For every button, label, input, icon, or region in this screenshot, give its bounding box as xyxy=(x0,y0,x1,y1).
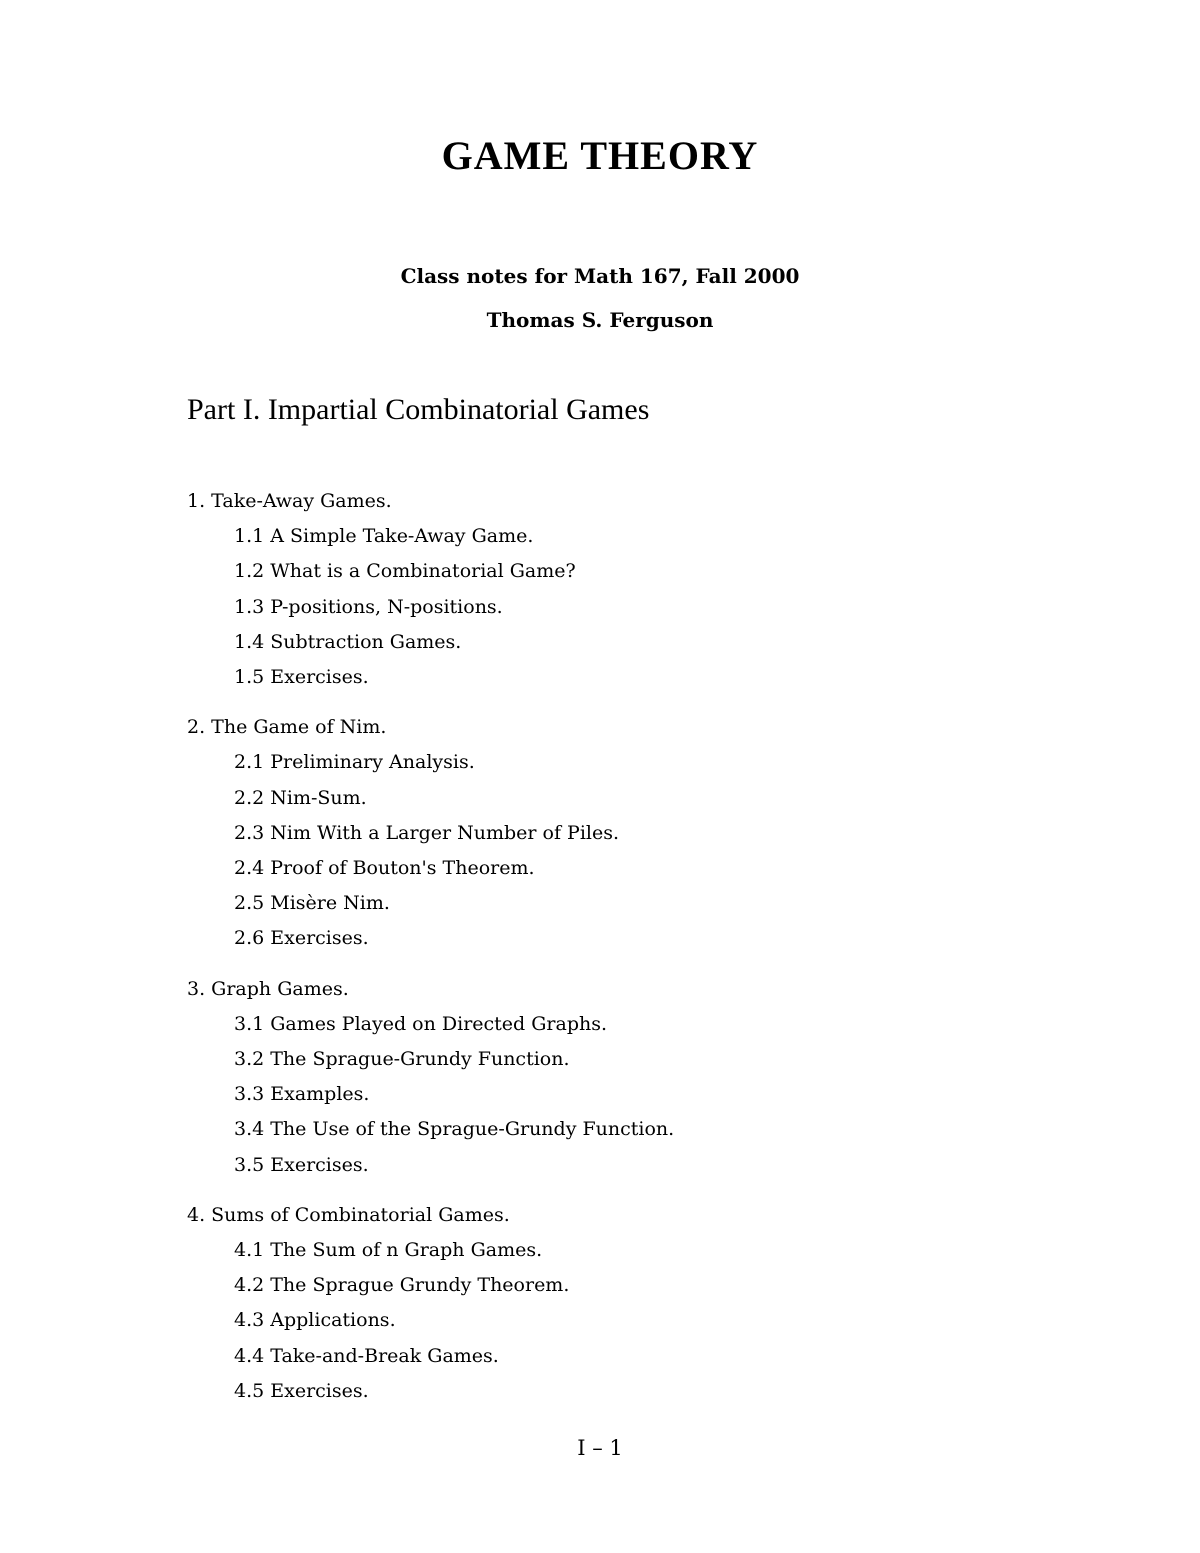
table-of-contents xyxy=(187,484,1087,1424)
toc-section: 4.5 Exercises. xyxy=(234,1379,369,1402)
toc-section: 1.1 A Simple Take-Away Game. xyxy=(234,525,534,548)
document-title: GAME THEORY xyxy=(441,133,759,178)
toc-chapter-title: 4. Sums of Combinatorial Games. xyxy=(187,1203,510,1226)
toc-chapter xyxy=(187,1198,1087,1409)
toc-section: 4.2 The Sprague Grundy Theorem. xyxy=(234,1274,570,1297)
toc-section: 2.6 Exercises. xyxy=(234,927,369,950)
toc-chapter-title: 3. Graph Games. xyxy=(187,977,349,1000)
toc-chapter xyxy=(187,710,1087,956)
toc-section: 2.4 Proof of Bouton's Theorem. xyxy=(234,857,535,880)
toc-section: 3.2 The Sprague-Grundy Function. xyxy=(234,1048,570,1071)
toc-section: 2.2 Nim-Sum. xyxy=(234,786,367,809)
page-number: I – 1 xyxy=(577,1436,623,1460)
toc-section: 4.3 Applications. xyxy=(234,1309,396,1332)
toc-section: 4.1 The Sum of n Graph Games. xyxy=(234,1239,543,1262)
toc-section: 1.2 What is a Combinatorial Game? xyxy=(234,560,576,583)
toc-section: 2.3 Nim With a Larger Number of Piles. xyxy=(234,821,620,844)
toc-section: 4.4 Take-and-Break Games. xyxy=(234,1344,499,1367)
toc-section: 3.1 Games Played on Directed Graphs. xyxy=(234,1012,608,1035)
document-author: Thomas S. Ferguson xyxy=(486,308,714,332)
toc-chapter xyxy=(187,972,1087,1183)
toc-chapter-title: 2. The Game of Nim. xyxy=(187,716,387,739)
part-heading: Part I. Impartial Combinatorial Games xyxy=(187,393,650,426)
toc-section: 3.4 The Use of the Sprague-Grundy Function. xyxy=(234,1118,675,1141)
toc-section: 3.3 Examples. xyxy=(234,1083,370,1106)
toc-chapter-title: 1. Take-Away Games. xyxy=(187,490,392,512)
toc-section: 2.1 Preliminary Analysis. xyxy=(234,751,475,774)
toc-section: 2.5 Misère Nim. xyxy=(234,892,390,915)
toc-section: 1.3 P-positions, N-positions. xyxy=(234,595,503,618)
toc-section: 3.5 Exercises. xyxy=(234,1153,369,1176)
document-subtitle: Class notes for Math 167, Fall 2000 xyxy=(400,264,800,288)
toc-section: 1.4 Subtraction Games. xyxy=(234,630,462,653)
toc-chapter xyxy=(187,484,1087,695)
toc-section: 1.5 Exercises. xyxy=(234,666,369,689)
